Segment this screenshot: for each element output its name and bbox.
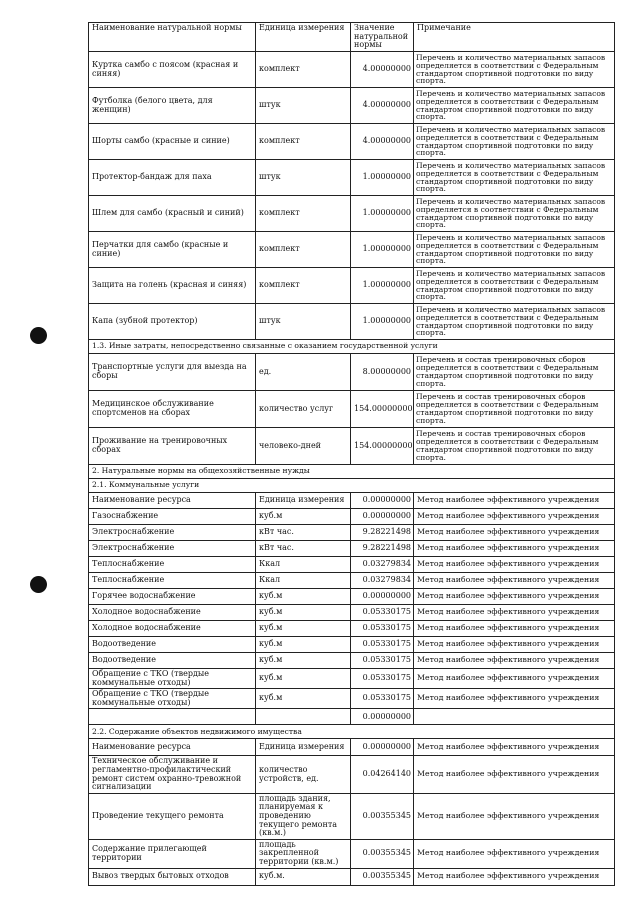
row-value: 1.00000000	[351, 232, 414, 268]
row-note: Перечень и состав тренировочных сборов определяется в соответствии с Федеральным стандартом спортивной подготовки по виду спорта.	[414, 391, 615, 428]
row-name: Перчатки для самбо (красные и синие)	[89, 232, 256, 268]
row-unit: комплект	[256, 52, 351, 88]
row-value: 1.00000000	[351, 268, 414, 304]
table-row	[89, 88, 615, 124]
table-row	[89, 541, 615, 557]
section-heading: 2. Натуральные нормы на общехозяйственные нужды	[89, 465, 615, 479]
row-note: Метод наиболее эффективного учреждения	[414, 621, 615, 637]
row-note: Метод наиболее эффективного учреждения	[414, 689, 615, 709]
row-note: Метод наиболее эффективного учреждения	[414, 868, 615, 885]
row-unit: куб.м	[256, 589, 351, 605]
row-name: Электроснабжение	[89, 541, 256, 557]
header-note: Примечание	[414, 23, 615, 52]
table-row	[89, 525, 615, 541]
row-note: Метод наиболее эффективного учреждения	[414, 605, 615, 621]
table-row	[89, 621, 615, 637]
row-unit: комплект	[256, 124, 351, 160]
row-note: Перечень и количество материальных запасов определяется в соответствии с Федеральным стандартом спортивной подготовки по виду спорта.	[414, 304, 615, 340]
row-name: Теплоснабжение	[89, 573, 256, 589]
table-row	[89, 589, 615, 605]
row-unit: кВт час.	[256, 541, 351, 557]
row-unit: куб.м.	[256, 868, 351, 885]
table-row	[89, 160, 615, 196]
table-row	[89, 509, 615, 525]
row-name: Газоснабжение	[89, 509, 256, 525]
row-name: Наименование ресурса	[89, 739, 256, 756]
row-note: Метод наиболее эффективного учреждения	[414, 557, 615, 573]
row-note: Метод наиболее эффективного учреждения	[414, 637, 615, 653]
row-note: Перечень и количество материальных запасов определяется в соответствии с Федеральным стандартом спортивной подготовки по виду спорта.	[414, 124, 615, 160]
row-unit: Единица измерения	[256, 739, 351, 756]
row-value: 1.00000000	[351, 196, 414, 232]
row-value: 0.00000000	[351, 493, 414, 509]
row-unit: штук	[256, 304, 351, 340]
row-name: Обращение с ТКО (твердые коммунальные отходы)	[89, 669, 256, 689]
row-value: 0.05330175	[351, 653, 414, 669]
row-value: 4.00000000	[351, 88, 414, 124]
row-value: 0.00000000	[351, 739, 414, 756]
row-value: 0.00355345	[351, 839, 414, 868]
row-name: Шлем для самбо (красный и синий)	[89, 196, 256, 232]
row-name: Водоотведение	[89, 653, 256, 669]
table-row	[89, 669, 615, 689]
row-name: Водоотведение	[89, 637, 256, 653]
row-value: 4.00000000	[351, 52, 414, 88]
table-row	[89, 232, 615, 268]
row-note: Метод наиболее эффективного учреждения	[414, 573, 615, 589]
row-unit: количество устройств, ед.	[256, 756, 351, 793]
row-name: Горячее водоснабжение	[89, 589, 256, 605]
row-value: 9.28221498	[351, 541, 414, 557]
row-value: 0.03279834	[351, 557, 414, 573]
row-note: Метод наиболее эффективного учреждения	[414, 756, 615, 793]
table-row	[89, 573, 615, 589]
section-heading: 2.2. Содержание объектов недвижимого имущества	[89, 725, 615, 739]
row-note: Метод наиболее эффективного учреждения	[414, 669, 615, 689]
row-unit: комплект	[256, 268, 351, 304]
table-row	[89, 428, 615, 465]
row-unit: штук	[256, 88, 351, 124]
row-name: Куртка самбо с поясом (красная и синяя)	[89, 52, 256, 88]
row-name: Медицинское обслуживание спортсменов на сборах	[89, 391, 256, 428]
row-value: 0.05330175	[351, 605, 414, 621]
row-unit: кВт час.	[256, 525, 351, 541]
row-value: 0.00355345	[351, 868, 414, 885]
section-heading: 1.3. Иные затраты, непосредственно связанные с оказанием государственной услуги	[89, 340, 615, 354]
punch-hole	[30, 327, 47, 344]
row-value: 1.00000000	[351, 160, 414, 196]
row-note: Метод наиболее эффективного учреждения	[414, 589, 615, 605]
row-name: Капа (зубной протектор)	[89, 304, 256, 340]
row-note: Метод наиболее эффективного учреждения	[414, 793, 615, 839]
row-name: Вывоз твердых бытовых отходов	[89, 868, 256, 885]
section-row	[89, 340, 615, 354]
row-name: Футболка (белого цвета, для женщин)	[89, 88, 256, 124]
table-row	[89, 756, 615, 793]
row-value: 0.03279834	[351, 573, 414, 589]
row-unit: количество услуг	[256, 391, 351, 428]
section-row	[89, 479, 615, 493]
row-value: 0.05330175	[351, 669, 414, 689]
row-unit: ед.	[256, 354, 351, 391]
row-unit: куб.м	[256, 669, 351, 689]
row-value: 4.00000000	[351, 124, 414, 160]
row-unit: куб.м	[256, 689, 351, 709]
row-value: 0.04264140	[351, 756, 414, 793]
norms-table	[88, 22, 615, 886]
row-unit: Единица измерения	[256, 493, 351, 509]
section-row	[89, 725, 615, 739]
table-row	[89, 868, 615, 885]
row-unit: площадь здания, планируемая к проведению текущего ремонта (кв.м.)	[256, 793, 351, 839]
table-row	[89, 391, 615, 428]
table-row	[89, 689, 615, 709]
row-value: 0.05330175	[351, 689, 414, 709]
row-note: Перечень и состав тренировочных сборов определяется в соответствии с Федеральным стандартом спортивной подготовки по виду спорта.	[414, 428, 615, 465]
row-note: Перечень и состав тренировочных сборов определяется в соответствии с Федеральным стандартом спортивной подготовки по виду спорта.	[414, 354, 615, 391]
row-name: Обращение с ТКО (твердые коммунальные отходы)	[89, 689, 256, 709]
row-unit: штук	[256, 160, 351, 196]
table-row	[89, 653, 615, 669]
table-row	[89, 557, 615, 573]
row-note: Метод наиболее эффективного учреждения	[414, 509, 615, 525]
row-value: 1.00000000	[351, 304, 414, 340]
header-value: Значение натуральной нормы	[351, 23, 414, 52]
table-row	[89, 304, 615, 340]
table-row	[89, 605, 615, 621]
row-name: Теплоснабжение	[89, 557, 256, 573]
punch-hole	[30, 576, 47, 593]
subtable-header-row	[89, 493, 615, 509]
row-note: Метод наиболее эффективного учреждения	[414, 493, 615, 509]
section-heading: 2.1. Коммунальные услуги	[89, 479, 615, 493]
header-name: Наименование натуральной нормы	[89, 23, 256, 52]
row-value: 0.00355345	[351, 793, 414, 839]
row-unit: человеко-дней	[256, 428, 351, 465]
row-value: 154.00000000	[351, 428, 414, 465]
row-note: Перечень и количество материальных запасов определяется в соответствии с Федеральным стандартом спортивной подготовки по виду спорта.	[414, 88, 615, 124]
row-name: Протектор-бандаж для паха	[89, 160, 256, 196]
row-name: Наименование ресурса	[89, 493, 256, 509]
row-unit: комплект	[256, 232, 351, 268]
row-note: Метод наиболее эффективного учреждения	[414, 541, 615, 557]
row-unit: куб.м	[256, 509, 351, 525]
row-unit: куб.м	[256, 605, 351, 621]
row-unit: площадь закрепленной территории (кв.м.)	[256, 839, 351, 868]
row-note: Метод наиболее эффективного учреждения	[414, 653, 615, 669]
row-name: Техническое обслуживание и регламентно-профилактический ремонт систем охранно-тревожной сигнализации	[89, 756, 256, 793]
row-note: Метод наиболее эффективного учреждения	[414, 839, 615, 868]
table-row	[89, 196, 615, 232]
row-value: 9.28221498	[351, 525, 414, 541]
row-unit: куб.м	[256, 637, 351, 653]
row-unit: Ккал	[256, 573, 351, 589]
row-value: 0.05330175	[351, 637, 414, 653]
row-value: 0.00000000	[351, 589, 414, 605]
row-unit: комплект	[256, 196, 351, 232]
row-note: Метод наиболее эффективного учреждения	[414, 739, 615, 756]
row-name: Холодное водоснабжение	[89, 605, 256, 621]
row-name: Шорты самбо (красные и синие)	[89, 124, 256, 160]
row-unit: куб.м	[256, 653, 351, 669]
table-row	[89, 637, 615, 653]
total-value: 0.00000000	[351, 709, 414, 725]
row-note: Перечень и количество материальных запасов определяется в соответствии с Федеральным стандартом спортивной подготовки по виду спорта.	[414, 232, 615, 268]
subtable-header-row	[89, 739, 615, 756]
row-value: 8.00000000	[351, 354, 414, 391]
row-name: Проживание на тренировочных сборах	[89, 428, 256, 465]
row-value: 0.00000000	[351, 509, 414, 525]
table-row	[89, 52, 615, 88]
table-header-row	[89, 23, 615, 52]
row-note: Метод наиболее эффективного учреждения	[414, 525, 615, 541]
section-row	[89, 465, 615, 479]
table-row	[89, 354, 615, 391]
row-value: 0.05330175	[351, 621, 414, 637]
row-note: Перечень и количество материальных запасов определяется в соответствии с Федеральным стандартом спортивной подготовки по виду спорта.	[414, 52, 615, 88]
row-note: Перечень и количество материальных запасов определяется в соответствии с Федеральным стандартом спортивной подготовки по виду спорта.	[414, 196, 615, 232]
table-row	[89, 839, 615, 868]
table-row	[89, 793, 615, 839]
header-unit: Единица измерения	[256, 23, 351, 52]
row-name: Транспортные услуги для выезда на сборы	[89, 354, 256, 391]
table-row	[89, 268, 615, 304]
row-name: Электроснабжение	[89, 525, 256, 541]
row-name: Содержание прилегающей территории	[89, 839, 256, 868]
table-row	[89, 124, 615, 160]
row-unit: куб.м	[256, 621, 351, 637]
row-note: Перечень и количество материальных запасов определяется в соответствии с Федеральным стандартом спортивной подготовки по виду спорта.	[414, 160, 615, 196]
total-row	[89, 709, 615, 725]
row-name: Проведение текущего ремонта	[89, 793, 256, 839]
row-value: 154.00000000	[351, 391, 414, 428]
row-name: Защита на голень (красная и синяя)	[89, 268, 256, 304]
row-name: Холодное водоснабжение	[89, 621, 256, 637]
row-unit: Ккал	[256, 557, 351, 573]
row-note: Перечень и количество материальных запасов определяется в соответствии с Федеральным стандартом спортивной подготовки по виду спорта.	[414, 268, 615, 304]
